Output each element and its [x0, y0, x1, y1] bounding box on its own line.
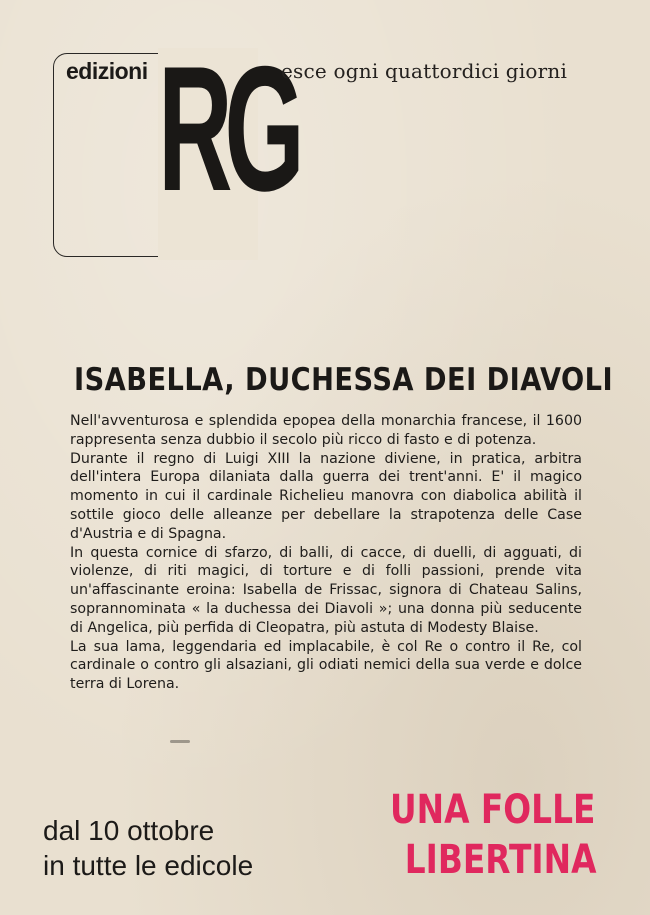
synopsis: [70, 412, 582, 694]
tagline: esce ogni quattordici giorni: [281, 59, 568, 83]
publisher-logo-edizioni: edizioni: [66, 58, 148, 84]
release-location: in tutte le edicole: [43, 850, 254, 881]
promo-line-1: UNA FOLLE: [390, 787, 596, 833]
release-info: [43, 813, 253, 883]
publisher-logo-rg: [158, 29, 297, 260]
synopsis-paragraph: Durante il regno di Luigi XIII la nazione diviene, in pratica, arbitra dell'intera Europa dilaniata dalla guerra dei trent'anni. E' il magico momento in cui il cardinale Richelieu manovra con diabolica abilità il sottile gioco delle alleanze per debellare la strapotenza delle Case d'Austria e di Spagna.: [70, 450, 582, 542]
release-date: dal 10 ottobre: [43, 815, 215, 846]
synopsis-paragraph: In questa cornice di sfarzo, di balli, di cacce, di duelli, di agguati, di violenze, di riti magici, di torture e di folli passioni, prende vita un'affascinante eroina: Isabella de Frissac, signora di Chateau Salins, soprannominata « la duchessa dei Diavoli »; una donna più seducente di Angelica, più perfida di Cleopatra, più astuta di Modesty Blaise.: [70, 544, 582, 636]
publisher-logo-rg-letters: RG: [158, 29, 297, 228]
promo-line-2: LIBERTINA: [404, 837, 597, 883]
synopsis-paragraph: La sua lama, leggendaria ed implacabile, è col Re o contro il Re, col cardinale o contro gli alsaziani, gli odiati nemici della sua verde e dolce terra di Lorena.: [70, 638, 582, 693]
synopsis-paragraph: Nell'avventurosa e splendida epopea della monarchia francese, il 1600 rappresenta senza dubbio il secolo più ricco di fasto e di potenza.: [70, 413, 582, 448]
print-smudge: [170, 740, 190, 743]
book-title: ISABELLA, DUCHESSA DEI DIAVOLI: [74, 362, 614, 398]
promo-headline: [390, 785, 596, 885]
